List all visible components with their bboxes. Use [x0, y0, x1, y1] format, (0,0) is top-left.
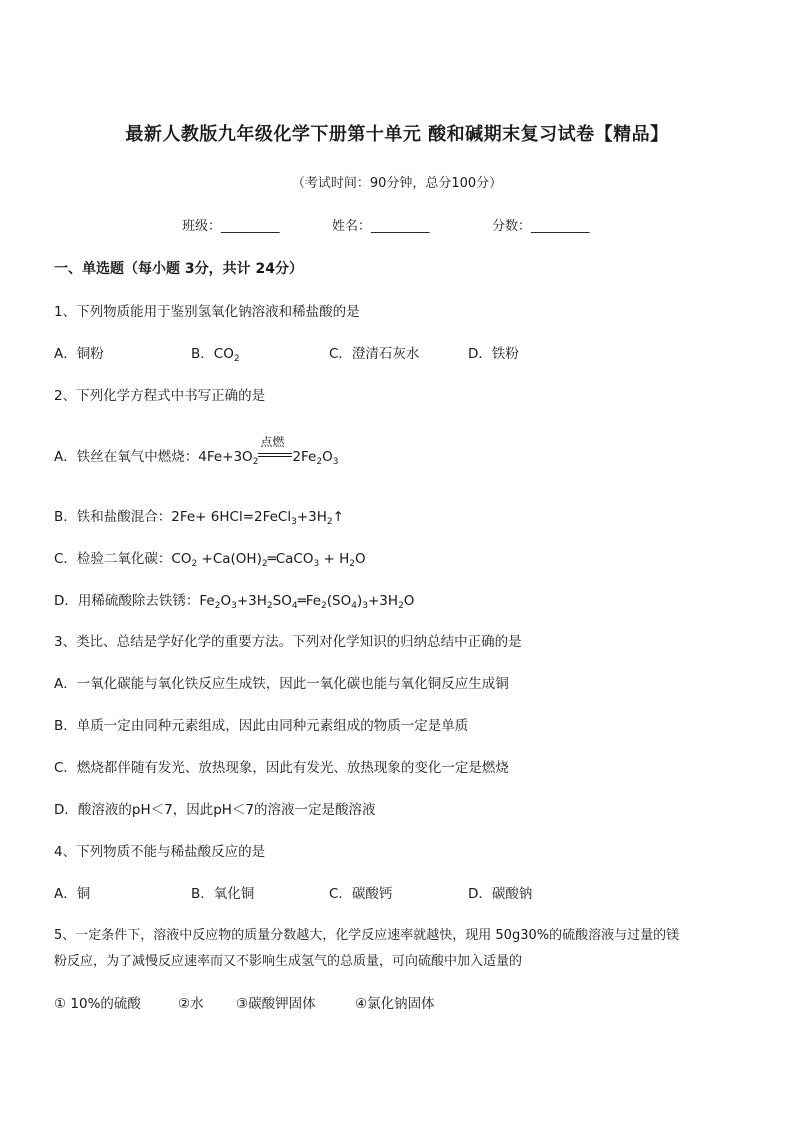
q1-option-a: A．铜粉 [54, 346, 104, 362]
q3-option-c: C．燃烧都伴随有发光、放热现象，因此有发光、放热现象的变化一定是燃烧 [54, 760, 509, 776]
q4-option-a: A．铜 [54, 886, 91, 902]
q3-stem: 3、类比、总结是学好化学的重要方法。下列对化学知识的归纳总结中正确的是 [54, 634, 522, 650]
q2-option-c: C．检验二氧化碳：$CO_2$ $+Ca(OH)_2═CaCO_3 + H_2O$ [54, 551, 366, 569]
q2-option-d: D．用稀硫酸除去铁锈：$Fe_2O_3+3H_2SO_4═Fe_2(SO_4)_3+3H_2O$ [54, 593, 415, 611]
q1-option-c: C．澄清石灰水 [329, 346, 420, 362]
q4-option-c: C．碳酸钙 [329, 886, 393, 902]
q3-option-d: D．酸溶液的pH＜7，因此pH＜7的溶液一定是酸溶液 [54, 802, 376, 818]
q1-option-d: D．铁粉 [468, 346, 519, 362]
q5-stem-line1: 5、一定条件下，溶液中反应物的质量分数越大，化学反应速率就越快，现用 50g30%的硫酸溶液与过量的镁 [54, 928, 680, 943]
q1-stem: 1、下列物质能用于鉴别氢氧化钠溶液和稀盐酸的是 [54, 304, 360, 320]
class-field: 班级：_________ [182, 219, 280, 234]
exam-title: 最新人教版九年级化学下册第十单元 酸和碱期末复习试卷【精品】 [125, 124, 669, 145]
q4-option-b: B．氧化铜 [191, 886, 255, 902]
q5-option-2: ②水 [178, 996, 204, 1012]
score-field: 分数：_________ [492, 219, 590, 234]
q4-stem: 4、下列物质不能与稀盐酸反应的是 [54, 844, 266, 860]
q2-option-a: A．铁丝在氧气中燃烧：$4Fe+3O_2$ 点燃 $2Fe_2O_3$ [54, 435, 339, 467]
q2-option-b: B．铁和盐酸混合：$2Fe+ 6HCl=2FeCl_3+3H_2↑$ [54, 509, 344, 527]
section-heading: 一、单选题（每小题 3分，共计 24分） [54, 261, 303, 277]
q5-stem-line2: 粉反应，为了减慢反应速率而又不影响生成氢气的总质量，可向硫酸中加入适量的 [54, 954, 523, 969]
q4-option-d: D．碳酸钠 [468, 886, 533, 902]
q5-option-4: ④氯化钠固体 [355, 996, 435, 1012]
q3-option-a: A．一氧化碳能与氧化铁反应生成铁，因此一氧化碳也能与氧化铜反应生成铜 [54, 676, 509, 692]
exam-subtitle: （考试时间：90分钟，总分100分） [291, 176, 503, 191]
q5-option-1: ① 10%的硫酸 [54, 996, 141, 1012]
q1-option-b: B．$CO_2$ [191, 346, 240, 364]
q2-stem: 2、下列化学方程式中书写正确的是 [54, 388, 266, 404]
reaction-condition: 点燃 [258, 450, 292, 464]
q5-option-3: ③碳酸钾固体 [236, 996, 316, 1012]
q3-option-b: B．单质一定由同种元素组成，因此由同种元素组成的物质一定是单质 [54, 718, 469, 734]
name-field: 姓名：_________ [332, 219, 430, 234]
